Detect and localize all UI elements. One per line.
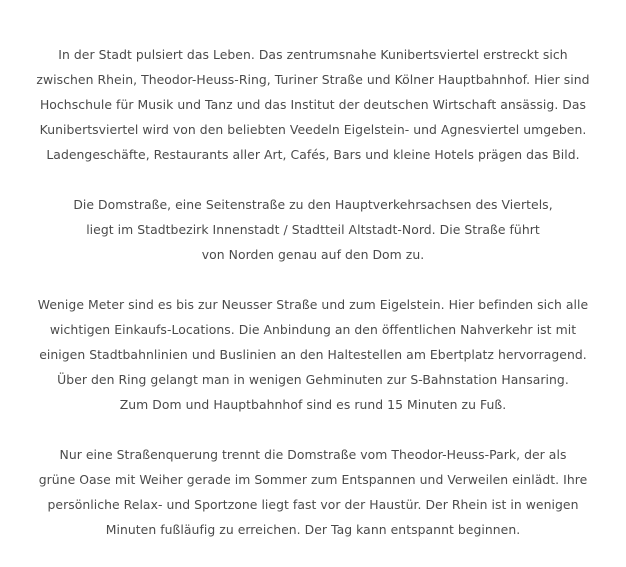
text-line: grüne Oase mit Weiher gerade im Sommer zum Entspannen und Verweilen einlädt. Ihre (38, 472, 588, 487)
text-line: Wenige Meter sind es bis zur Neusser Straße und zum Eigelstein. Hier befinden sich alle (37, 297, 589, 312)
text-line: liegt im Stadtbezirk Innenstadt / Stadtteil Altstadt-Nord. Die Straße führt (86, 222, 540, 237)
text-line: Die Domstraße, eine Seitenstraße zu den Hauptverkehrsachsen des Viertels, (73, 197, 553, 212)
text-line: wichtigen Einkaufs-Locations. Die Anbindung an den öffentlichen Nahverkehr ist mit (49, 322, 577, 337)
text-line: einigen Stadtbahnlinien und Buslinien an den Haltestellen am Ebertplatz hervorragend. (39, 347, 587, 362)
text-line: Kunibertsviertel wird von den beliebten Veedeln Eigelstein- und Agnesviertel umgeben. (39, 122, 587, 137)
text-line: Zum Dom und Hauptbahnhof sind es rund 15 Minuten zu Fuß. (119, 397, 507, 412)
paragraph-transport (0, 292, 626, 417)
text-line: Minuten fußläufig zu erreichen. Der Tag kann entspannt beginnen. (105, 522, 521, 537)
paragraph-park (0, 442, 626, 542)
description-text-block (0, 42, 626, 567)
text-line: zwischen Rhein, Theodor-Heuss-Ring, Turiner Straße und Kölner Hauptbahnhof. Hier sind (36, 72, 590, 87)
text-line: Ladengeschäfte, Restaurants aller Art, Cafés, Bars und kleine Hotels prägen das Bild. (46, 147, 580, 162)
text-line: von Norden genau auf den Dom zu. (201, 247, 425, 262)
text-line: Hochschule für Musik und Tanz und das Institut der deutschen Wirtschaft ansässig. Das (39, 97, 587, 112)
text-line: persönliche Relax- und Sportzone liegt fast vor der Haustür. Der Rhein ist in wenigen (47, 497, 579, 512)
paragraph-street (0, 192, 626, 267)
text-line: In der Stadt pulsiert das Leben. Das zentrumsnahe Kunibertsviertel erstreckt sich (58, 47, 568, 62)
text-line: Über den Ring gelangt man in wenigen Gehminuten zur S-Bahnstation Hansaring. (57, 372, 569, 387)
paragraph-intro (0, 42, 626, 167)
text-line: Nur eine Straßenquerung trennt die Domstraße vom Theodor-Heuss-Park, der als (59, 447, 567, 462)
